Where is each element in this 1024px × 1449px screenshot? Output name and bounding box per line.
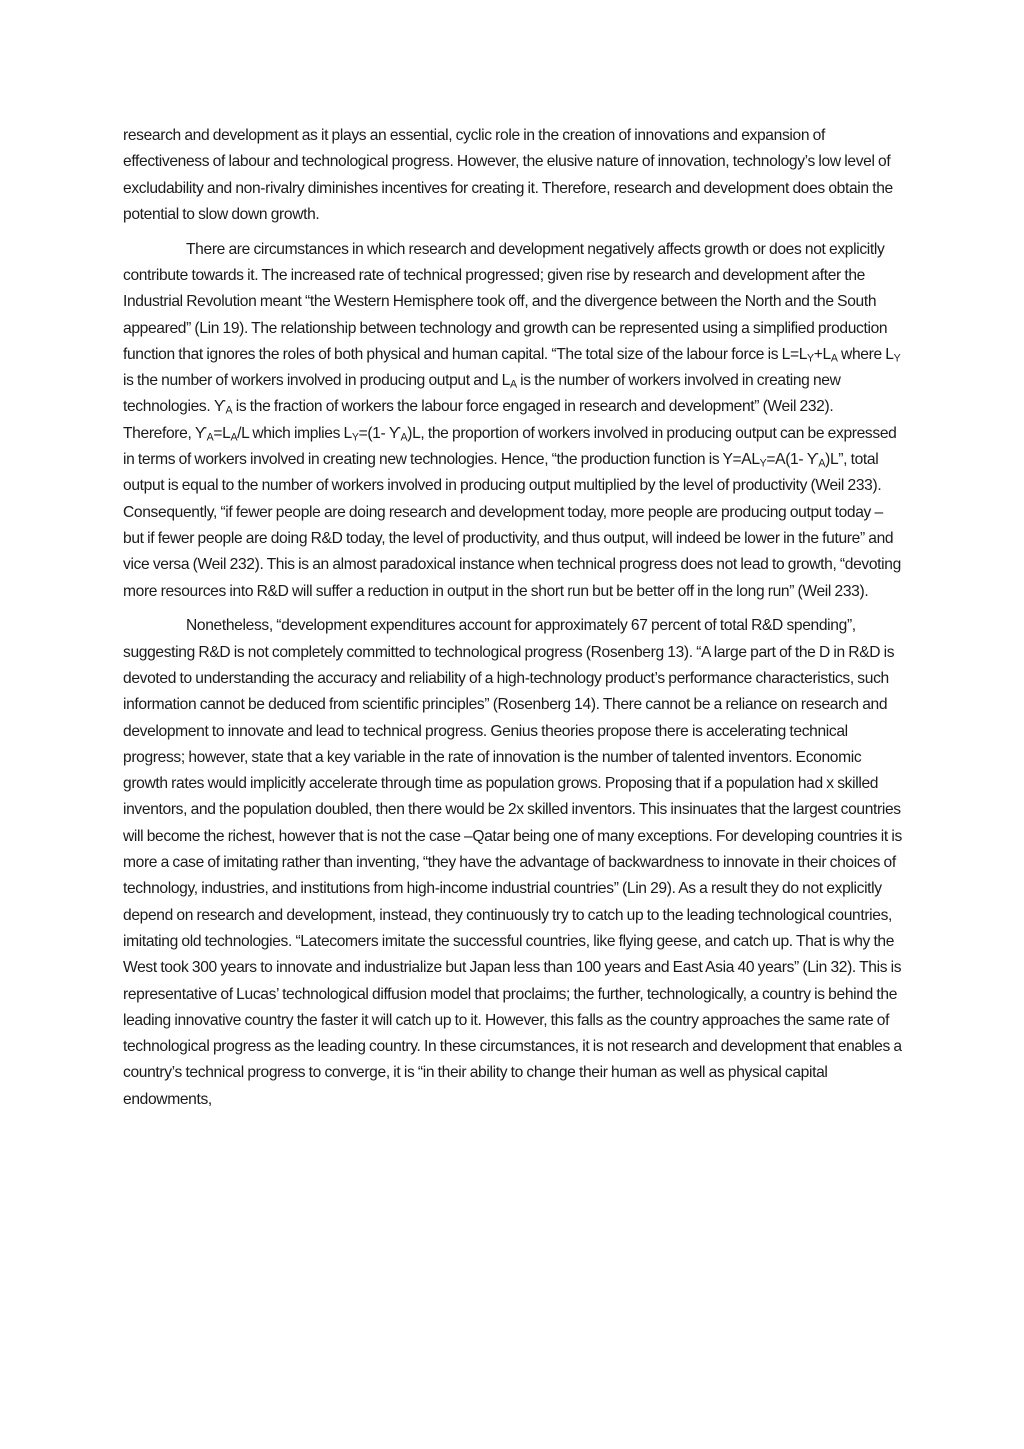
paragraph-text: is the number of workers involved in creating new technologies. ϒ: [123, 372, 841, 416]
subscript-text: A: [818, 457, 826, 470]
subscript-text: Y: [759, 457, 767, 470]
body-paragraph: [123, 613, 903, 1113]
subscript-text: A: [206, 431, 214, 444]
paragraph-text: where L: [837, 345, 894, 363]
paragraph-text: =L: [213, 424, 231, 442]
subscript-text: A: [400, 431, 408, 444]
subscript-text: Y: [893, 352, 901, 365]
subscript-text: A: [830, 352, 838, 365]
subscript-text: A: [509, 378, 517, 391]
paragraph-text: research and development as it plays an essential, cyclic role in the creation of innovations and expansion of effectiveness of labour and technological progress. However, the elusive nature of innovation, technology’s low level of excludability and non-rivalry diminishes incentives for creating it. Therefore, research and development does obtain the potential to slow down growth.: [123, 127, 893, 223]
paragraph-text: /L which implies L: [237, 424, 352, 442]
paragraph-text: =A(1- ϒ: [766, 451, 819, 469]
subscript-text: A: [225, 404, 233, 417]
body-paragraph: [123, 123, 903, 228]
paragraph-text: )L, the proportion of workers involved in producing output can be expressed in terms of workers involved in creating new technologies. Hence, “the production function is Y=AL: [123, 424, 897, 469]
paragraph-text: is the number of workers involved in producing output and L: [123, 372, 510, 390]
paragraph-text: There are circumstances in which research and development negatively affects growth or does not explicitly contribute towards it. The increased rate of technical progressed; given rise by research and development after the Industrial Revolution meant “the Western Hemisphere took off, and the divergence between the North and the South appeared” (Lin 19). The relationship between technology and growth can be represented using a simplified production function that ignores the roles of both physical and human capital. “The total size of the labour force is L=L: [123, 240, 888, 363]
body-paragraph: [123, 237, 903, 605]
paragraph-text: )L”, total output is equal to the number of workers involved in producing output multiplied by the level of productivity (Weil 233). Consequently, “if fewer people are doing research and development today, more people are producing output today – but if fewer people are doing R&D today, the level of productivity, and thus output, will indeed be lower in the future” and vice versa (Weil 232). This is an almost paradoxical instance when technical progress does not lead to growth, “devoting more resources into R&D will suffer a reduction in output in the short run but be better off in the long run” (Weil 233).: [123, 451, 901, 600]
paragraph-text: Nonetheless, “development expenditures account for approximately 67 percent of total R&D spending”, suggesting R&D is not completely committed to technological progress (Rosenberg 13). “A large part of the D in R&D is devoted to understanding the accuracy and reliability of a high-technology product’s performance characteristics, such information cannot be deduced from scientific principles” (Rosenberg 14). There cannot be a reliance on research and development to innovate and lead to technical progress. Genius theories propose there is accelerating technical progress; however, state that a key variable in the rate of innovation is the number of talented inventors. Economic growth rates would implicitly accelerate through time as population grows. Proposing that if a population had x skilled inventors, and the population doubled, then there would be 2x skilled inventors. This insinuates that the largest countries will become the richest, however that is not the case –Qatar being one of many exceptions. For developing countries it is more a case of imitating rather than inventing, “they have the advantage of backwardness to innovate in their choices of technology, industries, and institutions from high-income industrial countries” (Lin 29). As a result they do not explicitly depend on research and development, instead, they continuously try to catch up to the leading technological countries, imitating old technologies. “Latecomers imitate the successful countries, like flying geese, and catch up. That is why the West took 300 years to innovate and industrialize but Japan less than 100 years and East Asia 40 years” (Lin 32). This is representative of Lucas’ technological diffusion model that proclaims; the further, technologically, a country is behind the leading innovative country the faster it will catch up to it. However, this falls as the country approaches the same rate of technological progress as the leading country. In these circumstances, it is not research and development that enables a country’s technical progress to converge, it is “in their ability to change their human as well as physical capital endowments,: [123, 617, 902, 1108]
subscript-text: A: [230, 431, 238, 444]
paragraph-text: +L: [813, 345, 831, 363]
subscript-text: Y: [807, 352, 814, 365]
subscript-text: Y: [351, 431, 359, 444]
paragraph-text: is the fraction of workers the labour force engaged in research and development” (Weil 232). Therefore, ϒ: [123, 398, 834, 442]
paragraph-text: =(1- ϒ: [358, 424, 401, 442]
document-page: [123, 123, 903, 1121]
